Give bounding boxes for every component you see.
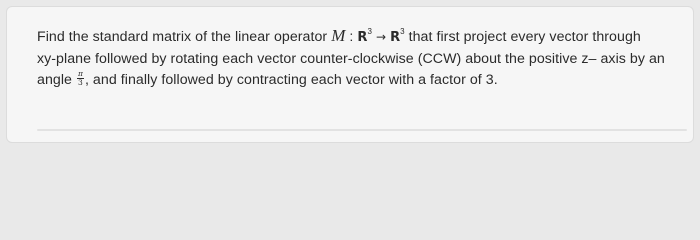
- question-card: [6, 6, 694, 143]
- problem-line-1: [37, 25, 687, 49]
- problem-statement: [37, 25, 687, 91]
- line1-text-before: Find the standard matrix of the linear operator: [37, 29, 332, 45]
- angle-denominator: 3: [78, 77, 83, 87]
- angle-numerator: π: [77, 68, 83, 78]
- codomain-exponent: 3: [400, 27, 405, 36]
- angle-fraction: [77, 70, 84, 87]
- domain-set: R: [357, 30, 368, 45]
- problem-line-3: [37, 70, 687, 91]
- colon-text: :: [345, 29, 358, 45]
- line3-text-before: angle: [37, 72, 76, 88]
- line3-text-after: , and finally followed by contracting each vector with a factor of 3.: [84, 72, 498, 88]
- codomain-set: R: [390, 30, 401, 45]
- operator-symbol: M: [331, 26, 346, 45]
- line1-text-after: that first project every vector through: [404, 29, 641, 45]
- divider-line: [37, 129, 687, 131]
- domain-exponent: 3: [367, 27, 372, 36]
- arrow-icon: →: [375, 30, 387, 44]
- problem-line-2: xy-plane followed by rotating each vector counter-clockwise (CCW) about the positive z– axis by an: [37, 51, 665, 67]
